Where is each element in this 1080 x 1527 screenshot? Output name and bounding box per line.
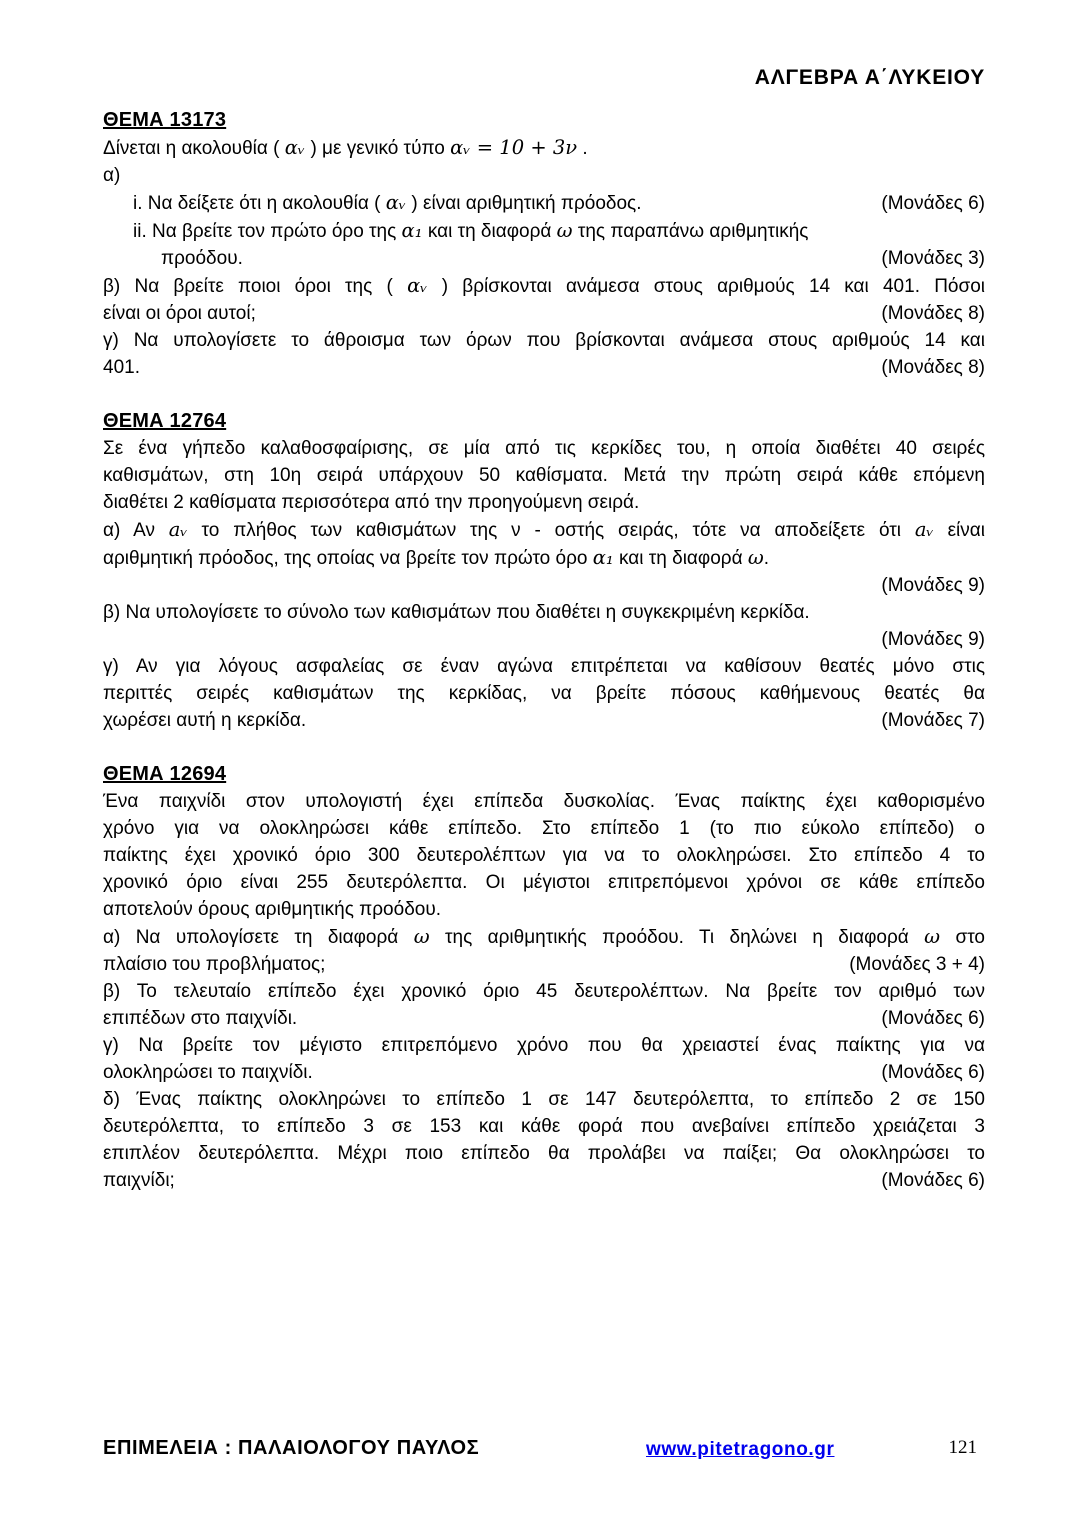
text-line [103, 842, 985, 869]
text-line [103, 300, 985, 327]
line-text: 401. [103, 357, 140, 378]
text-line [103, 162, 985, 189]
points-label: (Μονάδες 9) [881, 575, 985, 596]
line-text: παίκτης έχει χρονικό όριο 300 δευτερολέπτων για να το ολοκληρώσει. Στο επίπεδο 4 το [103, 845, 985, 866]
math-symbol: ω [924, 925, 941, 948]
line-text: χρονικό όριο είναι 255 δευτερόλεπτα. Οι μέγιστοι επιτρεπόμενοι χρόνοι σε κάθε επίπεδο [103, 872, 985, 893]
math-symbol: aᵥ [168, 518, 188, 541]
line-text: Σε ένα γήπεδο καλαθοσφαίρισης, σε μία από τις κερκίδες του, η οποία διαθέτει 40 σειρές [103, 438, 985, 459]
editor-credit: ΕΠΙΜΕΛΕΙΑ : ΠΑΛΑΙΟΛΟΓΟΥ ΠΑΥΛΟΣ [103, 1437, 480, 1459]
line-text: α) Να υπολογίσετε τη διαφορά [103, 927, 414, 948]
line-text: γ) Να υπολογίσετε το άθροισμα των όρων που βρίσκονται ανάμεσα στους αριθμούς 14 και [103, 330, 985, 351]
line-text: είναι οι όροι αυτοί; [103, 303, 256, 324]
line-text: ολοκληρώσει το παιχνίδι. [103, 1062, 313, 1083]
math-symbol: αᵥ [407, 274, 428, 297]
math-formula: αᵥ = 10 + 3ν [450, 136, 578, 159]
line-text: β) Το τελευταίο επίπεδο έχει χρονικό όριο 45 δευτερολέπτων. Να βρείτε τον αριθμό των [103, 981, 985, 1002]
text-line [103, 572, 985, 599]
line-text: στο [940, 927, 985, 948]
math-symbol: ω [747, 546, 764, 569]
points-label: (Μονάδες 7) [881, 710, 985, 731]
points-label: (Μονάδες 6) [881, 193, 985, 214]
line-text: . [577, 138, 588, 159]
text-line [103, 435, 985, 462]
text-line [103, 1005, 985, 1032]
text-line [103, 217, 985, 245]
points-label: (Μονάδες 9) [881, 629, 985, 650]
points-label: (Μονάδες 6) [881, 1170, 985, 1191]
text-line [103, 272, 985, 300]
line-text: ) με γενικό τύπο [305, 138, 451, 159]
text-line [103, 1059, 985, 1086]
text-line [103, 788, 985, 815]
text-line [103, 707, 985, 734]
text-line [103, 978, 985, 1005]
line-text: της παραπάνω αριθμητικής [572, 221, 809, 242]
line-text: καθισμάτων, στη 10η σειρά υπάρχουν 50 καθίσματα. Μετά την πρώτη σειρά κάθε επόμενη [103, 465, 985, 486]
line-text: β) Να υπολογίσετε το σύνολο των καθισμάτων που διαθέτει η συγκεκριμένη κερκίδα. [103, 602, 810, 623]
math-symbol: α₁ [592, 546, 614, 569]
line-text: επιπέδων στο παιχνίδι. [103, 1008, 298, 1029]
line-text: γ) Αν για λόγους ασφαλείας σε έναν αγώνα επιτρέπεται να καθίσουν θεατές μόνο στις [103, 656, 985, 677]
line-text: πλαίσιο του προβλήματος; [103, 954, 326, 975]
page-number: 121 [948, 1437, 977, 1458]
line-text: . [763, 548, 770, 569]
line-text: ii. Να βρείτε τον πρώτο όρο της [133, 221, 402, 242]
line-text: χωρέσει αυτή η κερκίδα. [103, 710, 307, 731]
line-text [133, 189, 642, 217]
line-text: το πλήθος των καθισμάτων της ν - οστής σειράς, τότε να αποδείξετε ότι [187, 520, 915, 541]
text-line [103, 923, 985, 951]
line-text: Ένα παιχνίδι στον υπολογιστή έχει επίπεδα δυσκολίας. Ένας παίκτης έχει καθορισμένο [103, 791, 985, 812]
line-text: αριθμητική πρόοδος, της οποίας να βρείτε τον πρώτο όρο [103, 548, 593, 569]
text-line [103, 134, 985, 162]
points-label: (Μονάδες 8) [881, 357, 985, 378]
theme-section-12694 [103, 761, 985, 1194]
text-line [103, 896, 985, 923]
line-text: ) βρίσκονται ανάμεσα στους αριθμούς 14 και 401. Πόσοι [427, 276, 985, 297]
text-line [103, 462, 985, 489]
text-line [103, 1140, 985, 1167]
line-text: παιχνίδι; [103, 1170, 175, 1191]
text-line [103, 869, 985, 896]
theme-heading: ΘΕΜΑ 13173 [103, 109, 227, 131]
text-line [103, 599, 985, 626]
page-header [103, 64, 985, 91]
math-symbol: αᵥ [284, 136, 306, 159]
line-text: και τη διαφορά [613, 548, 748, 569]
points-label: (Μονάδες 6) [881, 1062, 985, 1083]
line-text: α) [103, 165, 121, 186]
line-text: δ) Ένας παίκτης ολοκληρώνει το επίπεδο 1 σε 147 δευτερόλεπτα, το επίπεδο 2 σε 150 [103, 1089, 985, 1110]
text-line [103, 489, 985, 516]
theme-section-12764 [103, 408, 985, 734]
line-text: διαθέτει 2 καθίσματα περισσότερα από την προηγούμενη σειρά. [103, 492, 640, 513]
points-label: (Μονάδες 3) [881, 248, 985, 269]
text-line [103, 1167, 985, 1194]
line-text: είναι [933, 520, 985, 541]
theme-heading: ΘΕΜΑ 12764 [103, 410, 227, 432]
text-line [103, 1086, 985, 1113]
text-line [103, 516, 985, 544]
course-title: ΑΛΓΕΒΡΑ Α΄ΛΥΚΕΙΟΥ [754, 66, 985, 89]
website-link[interactable]: www.pitetragono.gr [646, 1439, 835, 1460]
math-symbol: aᵥ [914, 518, 934, 541]
line-text: επιπλέον δευτερόλεπτα. Μέχρι ποιο επίπεδο θα προλάβει να παίξει; Θα ολοκληρώσει το [103, 1143, 985, 1164]
text-line [103, 1032, 985, 1059]
text-line [103, 1113, 985, 1140]
line-text: Δίνεται η ακολουθία ( [103, 138, 285, 159]
math-symbol: ω [556, 219, 573, 242]
line-text: β) Να βρείτε ποιοι όροι της ( [103, 276, 408, 297]
line-text: της αριθμητικής προόδου. Τι δηλώνει η διαφορά [429, 927, 925, 948]
math-symbol: α₁ [401, 219, 423, 242]
line-text: περιττές σειρές καθισμάτων της κερκίδας, να βρείτε πόσους καθήμενους θεατές θα [103, 683, 985, 704]
text-line [103, 626, 985, 653]
points-label: (Μονάδες 8) [881, 303, 985, 324]
line-text: προόδου. [161, 248, 243, 269]
text-line [103, 815, 985, 842]
line-text: αποτελούν όρους αριθμητικής προόδου. [103, 899, 442, 920]
line-text: i. Να δείξετε ότι η ακολουθία ( [133, 193, 386, 214]
text-line [103, 245, 985, 272]
text-line [103, 680, 985, 707]
text-line [103, 354, 985, 381]
points-label: (Μονάδες 6) [881, 1008, 985, 1029]
theme-section-13173 [103, 107, 985, 381]
theme-heading: ΘΕΜΑ 12694 [103, 763, 227, 785]
text-line [103, 653, 985, 680]
text-line [103, 951, 985, 978]
line-text: ) είναι αριθμητική πρόοδος. [406, 193, 642, 214]
line-text: και τη διαφορά [422, 221, 557, 242]
page-footer [103, 1437, 985, 1467]
math-symbol: αᵥ [385, 191, 407, 214]
math-symbol: ω [413, 925, 430, 948]
text-line [103, 544, 985, 572]
line-text: γ) Να βρείτε τον μέγιστο επιτρεπόμενο χρόνο που θα χρειαστεί ένας παίκτης για να [103, 1035, 985, 1056]
line-text: δευτερόλεπτα, το επίπεδο 3 σε 153 και κάθε φορά που ανεβαίνει επίπεδο χρειάζεται 3 [103, 1116, 985, 1137]
text-line [103, 327, 985, 354]
line-text: χρόνο για να ολοκληρώσει κάθε επίπεδο. Στο επίπεδο 1 (το πιο εύκολο επίπεδο) ο [103, 818, 985, 839]
line-text: α) Αν [103, 520, 169, 541]
points-label: (Μονάδες 3 + 4) [849, 954, 985, 975]
text-line [103, 189, 985, 217]
